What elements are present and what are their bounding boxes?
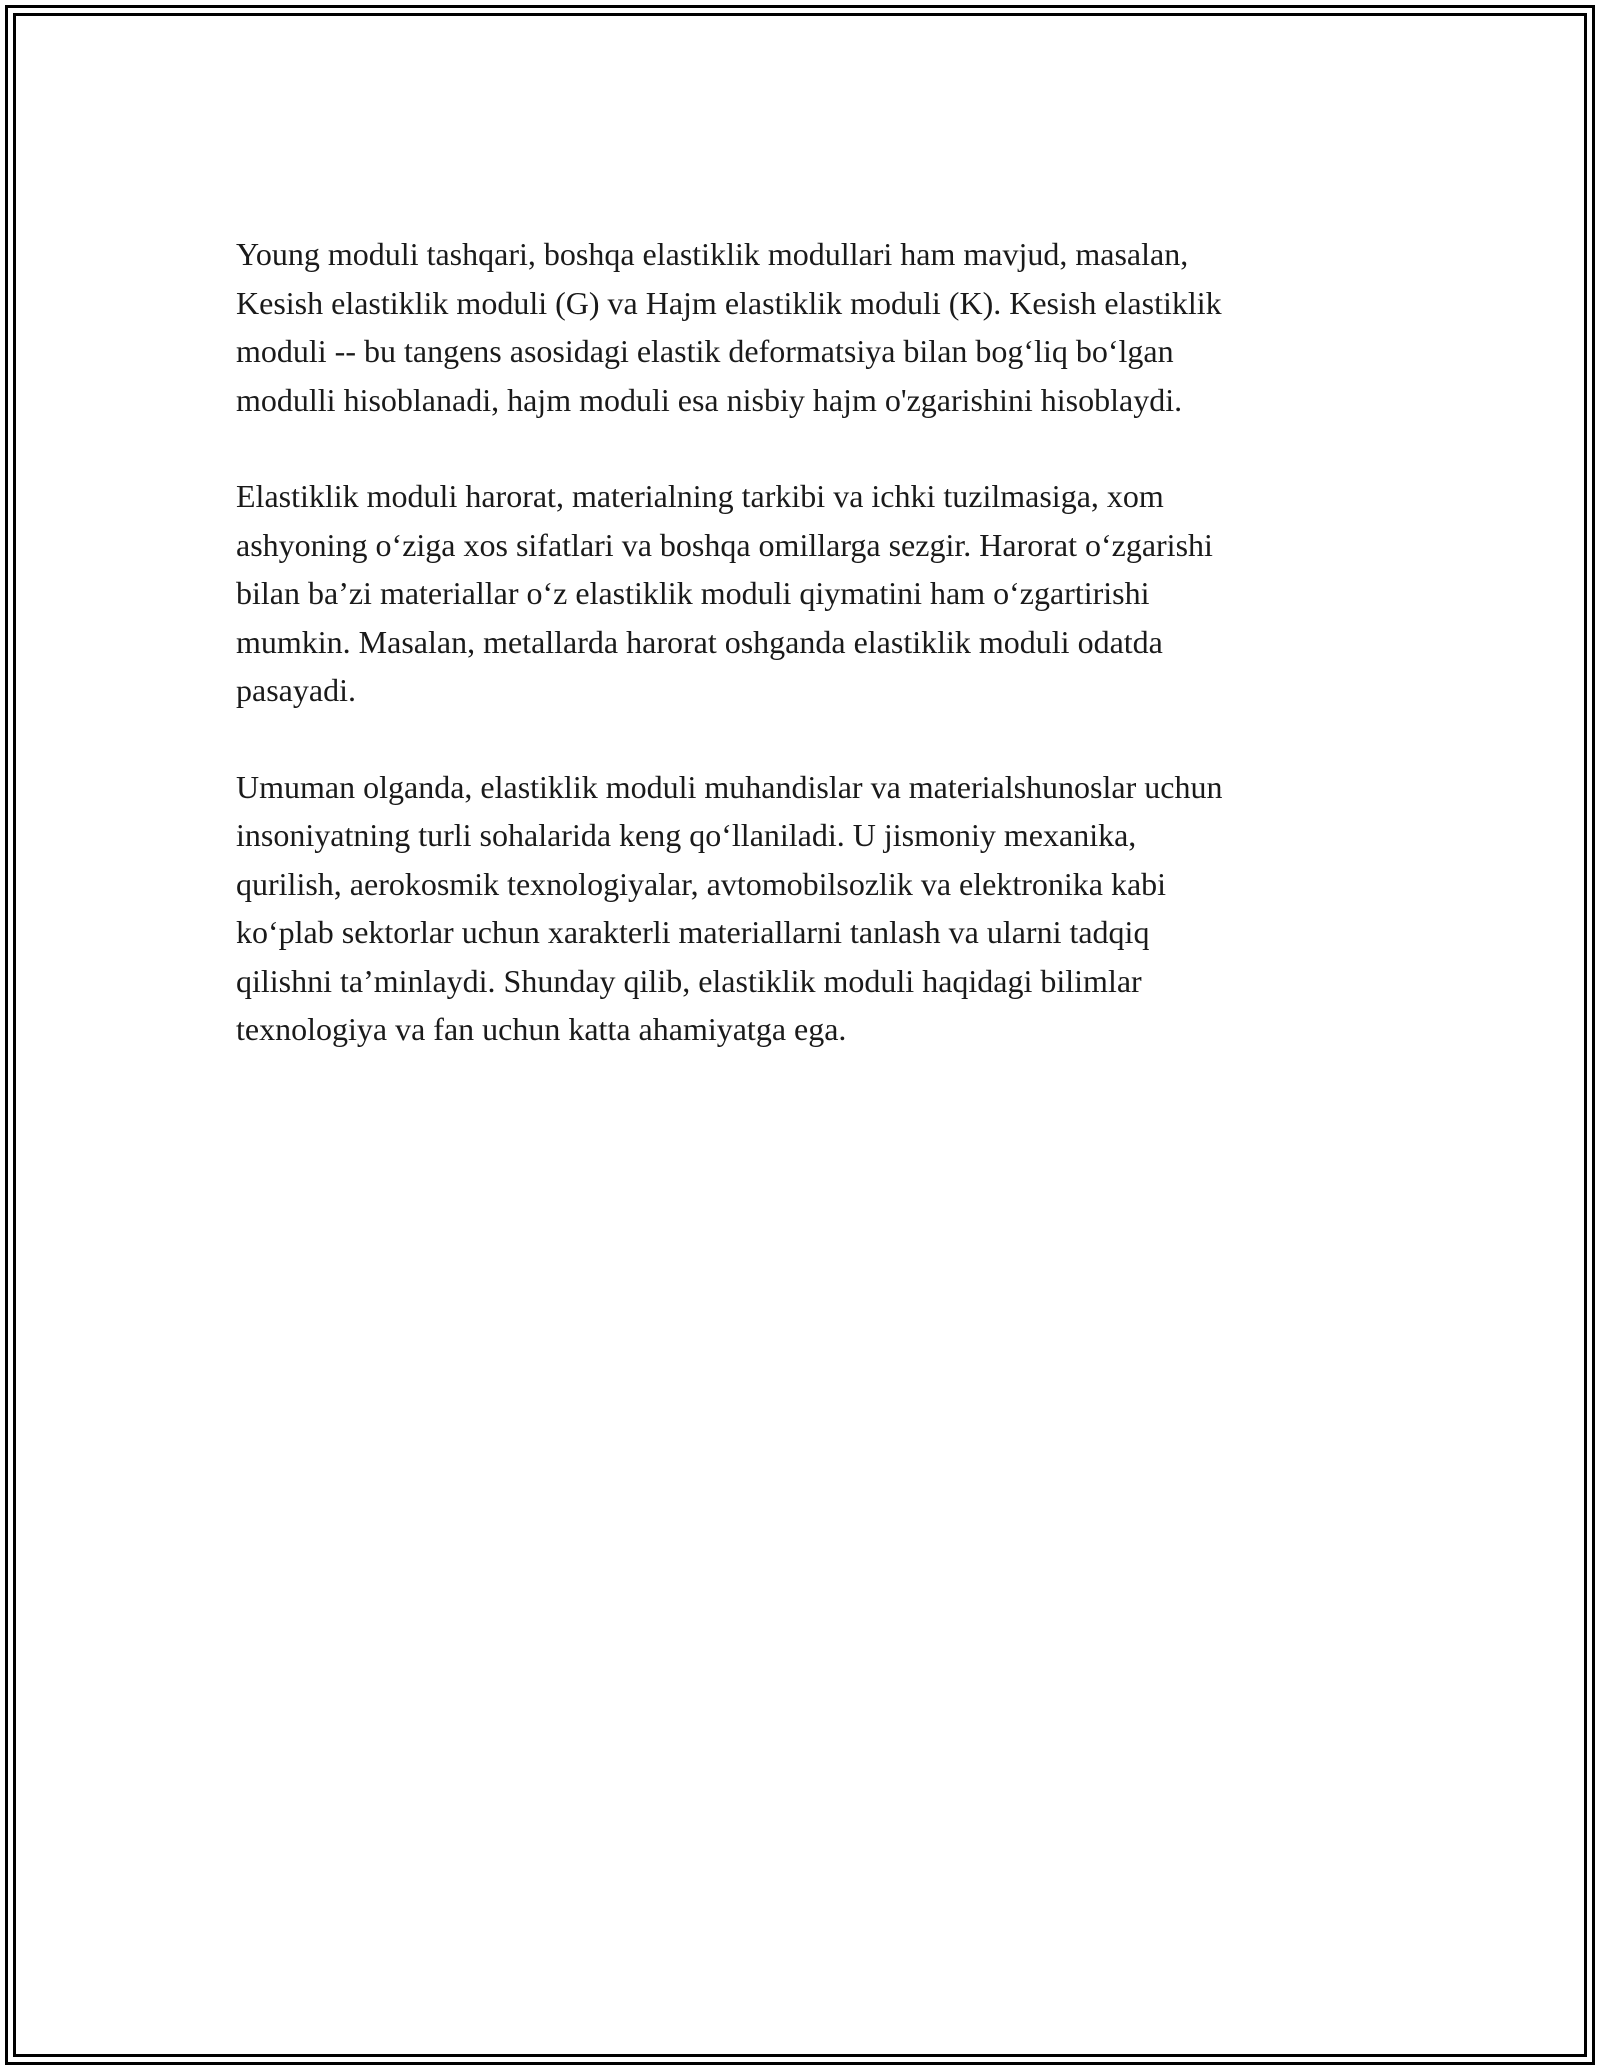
- paragraph-applications: Umuman olganda, elastiklik moduli muhandislar va materialshunoslar uchun insoniyatning turli sohalarida keng qo‘llaniladi. U jismoniy mexanika, qurilish, aerokosmik texnologiyalar, avtomobilsozlik va elektronika kabi ko‘plab sektorlar uchun xarakterli materiallarni tanlash va ularni tadqiq qilishni ta’minlaydi. Shunday qilib, elastiklik moduli haqidagi bilimlar texnologiya va fan uchun katta ahamiyatga ega.: [236, 768, 1223, 1047]
- document-body: [236, 230, 1366, 1102]
- paragraph-other-moduli: Young moduli tashqari, boshqa elastiklik modullari ham mavjud, masalan, Kesish elastiklik moduli (G) va Hajm elastiklik moduli (K). Kesish elastiklik moduli -- bu tangens asosidagi elastik deformatsiya bilan bog‘liq bo‘lgan modulli hisoblanadi, hajm moduli esa nisbiy hajm o'zgarishini hisoblaydi.: [236, 236, 1222, 418]
- paragraph-temperature-dependence: Elastiklik moduli harorat, materialning tarkibi va ichki tuzilmasiga, xom ashyoning o‘ziga xos sifatlari va boshqa omillarga sezgir. Harorat o‘zgarishi bilan ba’zi materiallar o‘z elastiklik moduli qiymatini ham o‘zgartirishi mumkin. Masalan, metallarda harorat oshganda elastiklik moduli odatda pasayadi.: [236, 478, 1213, 708]
